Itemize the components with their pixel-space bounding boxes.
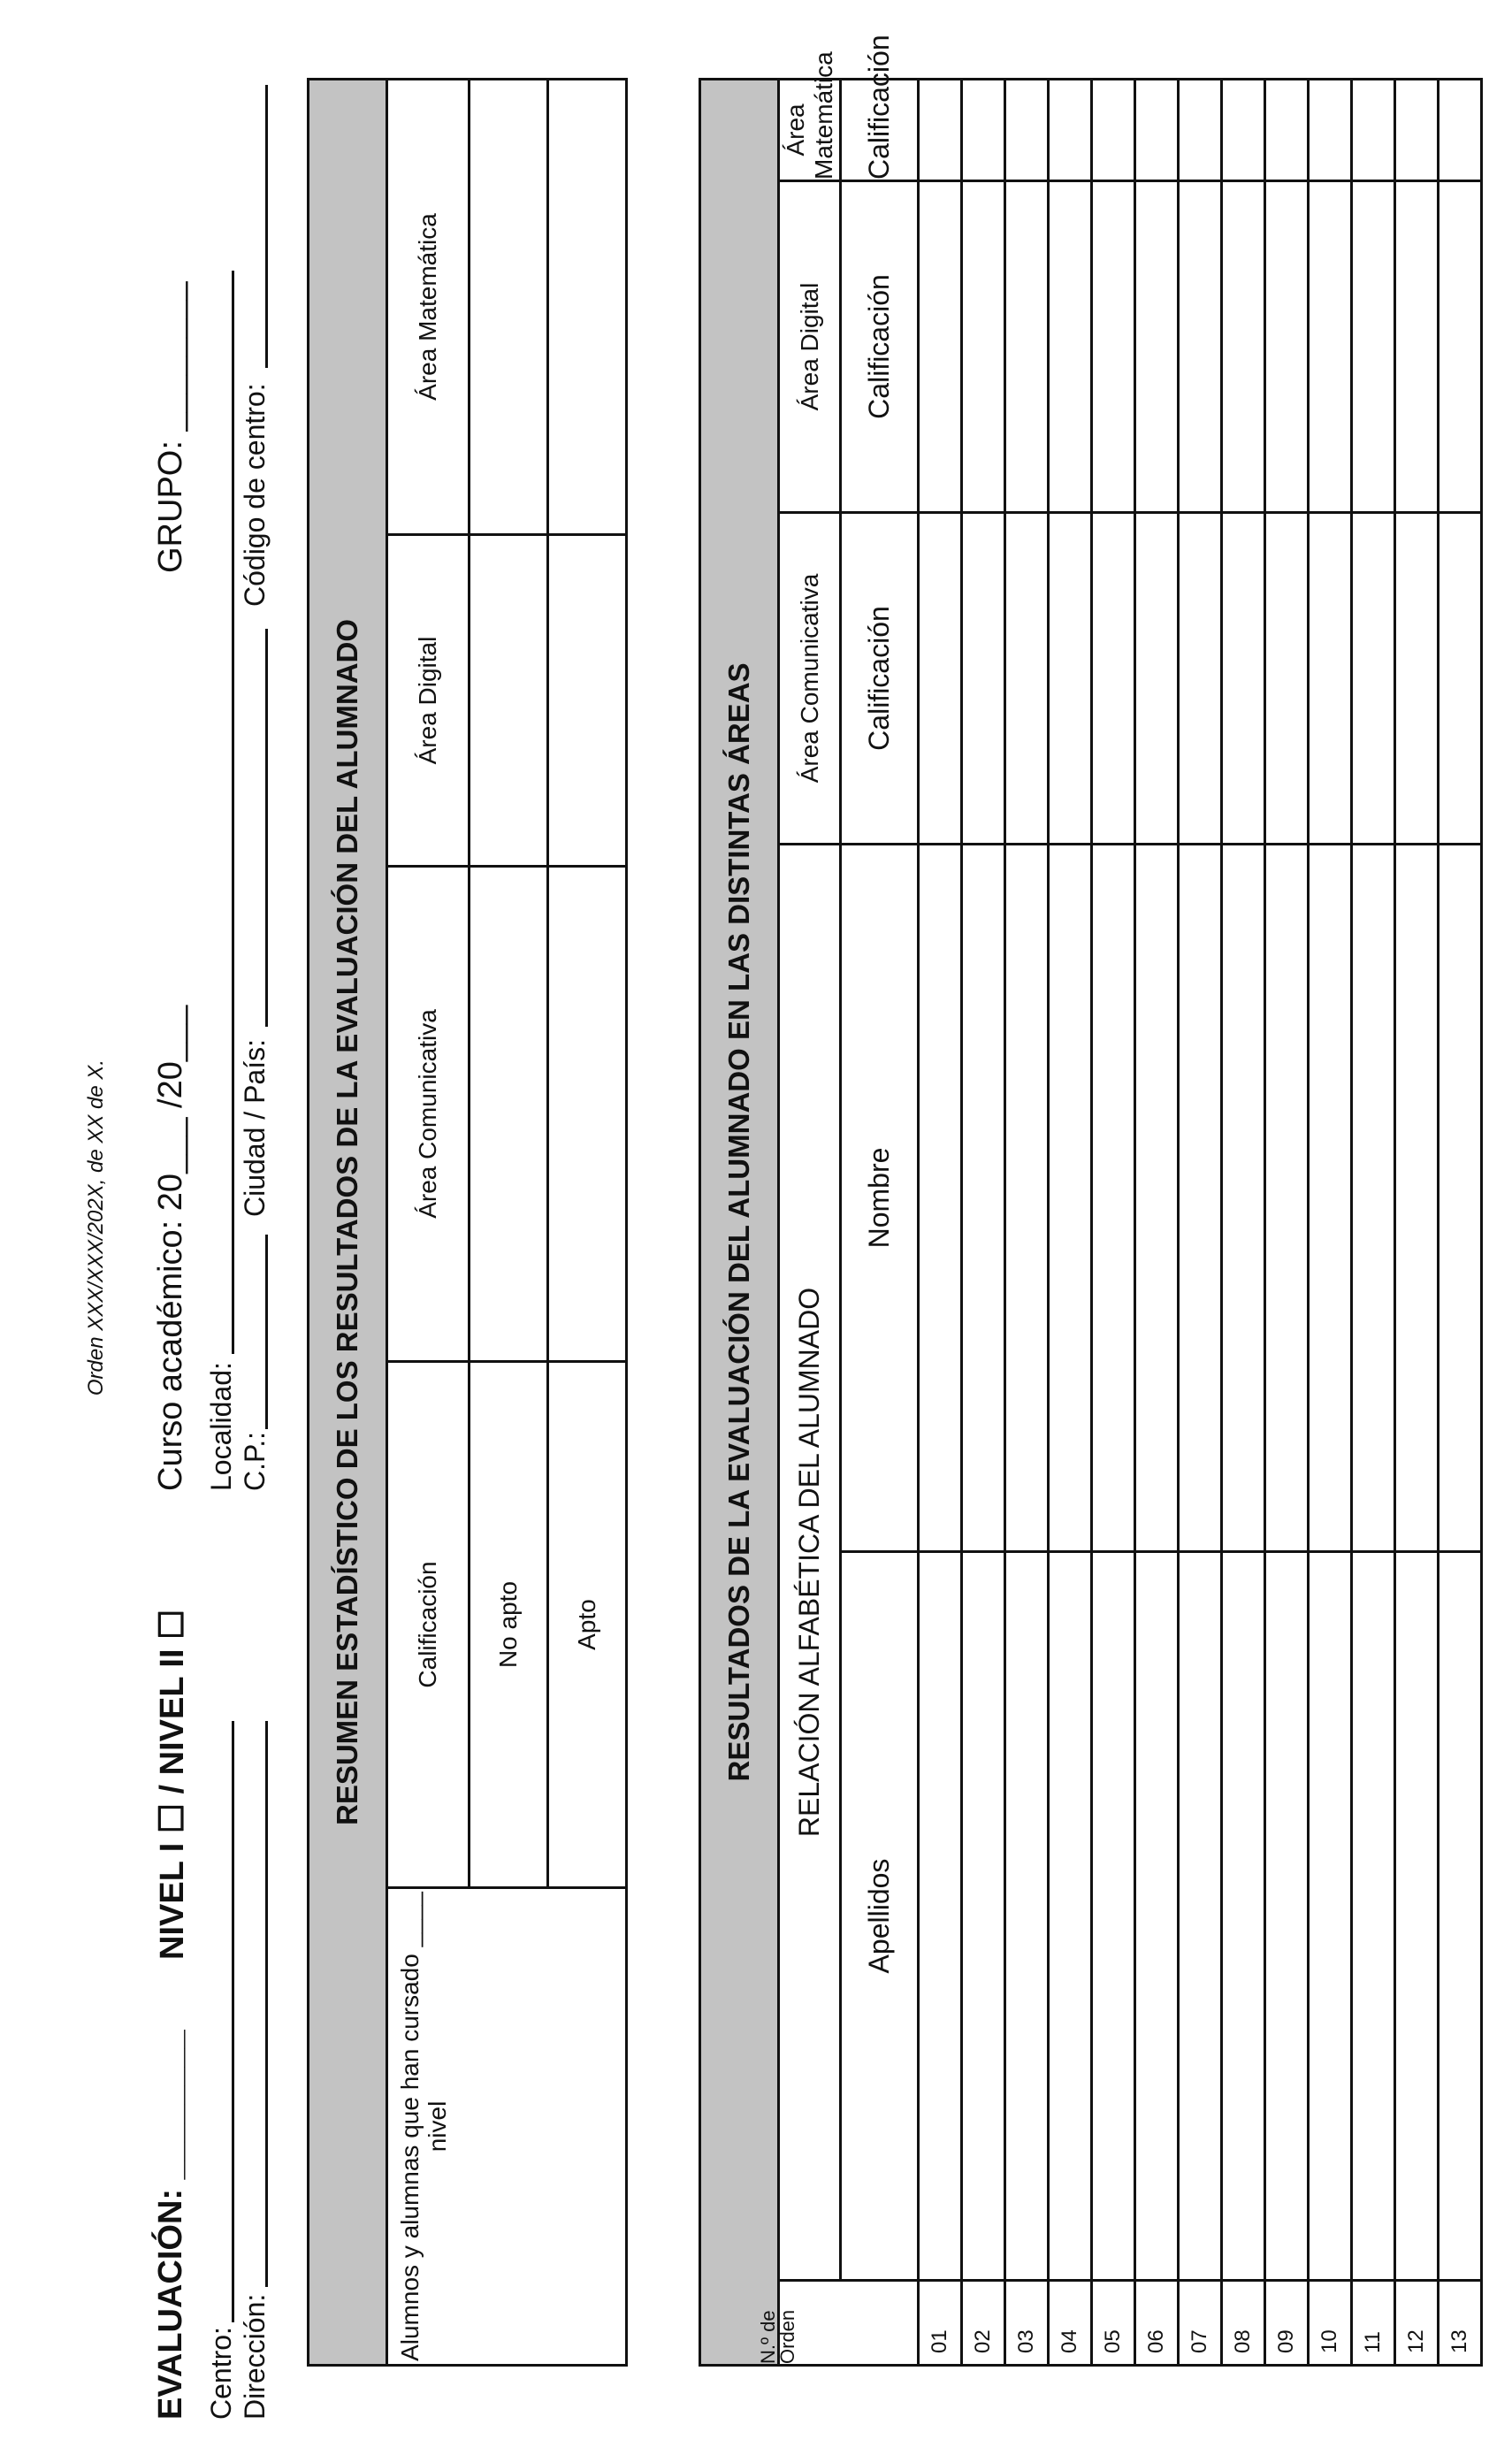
matematica-cell[interactable] [1222, 79, 1265, 180]
row-number: 09 [1265, 2281, 1309, 2366]
nombre-cell[interactable] [962, 845, 1005, 1552]
summary-cell[interactable] [470, 867, 548, 1362]
matematica-cell[interactable] [1352, 79, 1395, 180]
summary-calificacion-header: Calificación [387, 1362, 470, 1888]
relacion-alfabetica-header: RELACIÓN ALFABÉTICA DEL ALUMNADO [779, 845, 841, 2281]
apellidos-cell[interactable] [962, 1552, 1005, 2281]
comunicativa-cell[interactable] [1309, 513, 1352, 845]
summary-cell[interactable] [548, 867, 627, 1362]
summary-cell[interactable] [470, 535, 548, 867]
digital-cell[interactable] [1179, 181, 1222, 513]
summary-cell[interactable] [548, 535, 627, 867]
digital-cell[interactable] [1352, 181, 1395, 513]
comunicativa-cell[interactable] [1092, 513, 1135, 845]
direccion-field-line [265, 1721, 268, 2287]
summary-area-matematica: Área Matemática [387, 79, 470, 534]
row-number: 06 [1135, 2281, 1179, 2366]
digital-cell[interactable] [1265, 181, 1309, 513]
comunicativa-cell[interactable] [919, 513, 962, 845]
matematica-cell[interactable] [1395, 79, 1439, 180]
matematica-cell[interactable] [1005, 79, 1049, 180]
nombre-cell[interactable] [1439, 845, 1482, 1552]
apellidos-cell[interactable] [1309, 1552, 1352, 2281]
digital-cell[interactable] [1005, 181, 1049, 513]
results-rows [919, 79, 1482, 2365]
table-row [962, 79, 1005, 2365]
apellidos-cell[interactable] [1049, 1552, 1092, 2281]
table-row [1135, 79, 1179, 2365]
table-row [1049, 79, 1092, 2365]
comunicativa-cell[interactable] [1005, 513, 1049, 845]
matematica-cell[interactable] [1265, 79, 1309, 180]
results-table [699, 34, 1483, 2367]
calificacion-header-matematica: Calificación [841, 79, 919, 180]
cp-label: C.P.: [239, 1432, 271, 1491]
summary-area-digital: Área Digital [387, 535, 470, 867]
apellidos-cell[interactable] [1092, 1552, 1135, 2281]
comunicativa-cell[interactable] [1265, 513, 1309, 845]
comunicativa-cell[interactable] [962, 513, 1005, 845]
row-number: 12 [1395, 2281, 1439, 2366]
table-row [919, 79, 962, 2365]
matematica-cell[interactable] [1135, 79, 1179, 180]
results-title: RESULTADOS DE LA EVALUACIÓN DEL ALUMNADO EN LAS DISTINTAS ÁREAS [700, 79, 779, 2365]
table-row [1005, 79, 1049, 2365]
row-number: 01 [919, 2281, 962, 2366]
digital-cell[interactable] [1309, 181, 1352, 513]
row-number: 07 [1179, 2281, 1222, 2366]
cp-field-line [265, 1235, 268, 1429]
summary-title: RESUMEN ESTADÍSTICO DE LOS RESULTADOS DE LA EVALUACIÓN DEL ALUMNADO [309, 79, 387, 2365]
table-row [1352, 79, 1395, 2365]
digital-cell[interactable] [919, 181, 962, 513]
table-row [1179, 79, 1222, 2365]
orden-header-spacer [779, 2281, 919, 2366]
row-number: 11 [1352, 2281, 1395, 2366]
summary-area-comunicativa: Área Comunicativa [387, 867, 470, 1362]
summary-grade-no-apto: No apto [470, 1362, 548, 1888]
nombre-cell[interactable] [1265, 845, 1309, 1552]
row-number: 05 [1092, 2281, 1135, 2366]
matematica-cell[interactable] [1049, 79, 1092, 180]
matematica-cell[interactable] [1092, 79, 1135, 180]
grupo-label: GRUPO: ________ [152, 281, 189, 573]
results-area-digital: Área Digital [779, 181, 841, 513]
apellidos-cell[interactable] [1439, 1552, 1482, 2281]
table-row [1222, 79, 1265, 2365]
table-row [1092, 79, 1135, 2365]
comunicativa-cell[interactable] [1135, 513, 1179, 845]
calificacion-header-digital: Calificación [841, 181, 919, 513]
row-number: 03 [1005, 2281, 1049, 2366]
comunicativa-cell[interactable] [1439, 513, 1482, 845]
direccion-label: Dirección: [239, 2293, 271, 2420]
matematica-cell[interactable] [1179, 79, 1222, 180]
matematica-cell[interactable] [1309, 79, 1352, 180]
nombre-cell[interactable] [1222, 845, 1265, 1552]
row-number: 13 [1439, 2281, 1482, 2366]
calificacion-header-comunicativa: Calificación [841, 513, 919, 845]
digital-cell[interactable] [1092, 181, 1135, 513]
summary-cell[interactable] [548, 79, 627, 534]
localidad-field-line [232, 271, 234, 1354]
evaluacion-label: EVALUACIÓN: ________ [152, 2030, 189, 2420]
results-area-matematica: Área Matemática [779, 79, 841, 180]
matematica-cell[interactable] [919, 79, 962, 180]
centro-field-line [232, 1721, 234, 2322]
digital-cell[interactable] [1395, 181, 1439, 513]
order-reference: Orden XXX/XXX/202X, de XX de X. [84, 1059, 108, 1396]
codigo-centro-label: Código de centro: [239, 383, 271, 607]
nombre-cell[interactable] [1135, 845, 1179, 1552]
comunicativa-cell[interactable] [1352, 513, 1395, 845]
row-number: 02 [962, 2281, 1005, 2366]
apellidos-header: Apellidos [841, 1552, 919, 2281]
row-number: 08 [1222, 2281, 1265, 2366]
digital-cell[interactable] [1222, 181, 1265, 513]
matematica-cell[interactable] [1439, 79, 1482, 180]
nombre-cell[interactable] [1309, 845, 1352, 1552]
ciudad-label: Ciudad / País: [239, 1039, 271, 1217]
summary-table [307, 78, 628, 2367]
nivel-checkboxes: NIVEL I ☐ / NIVEL II ☐ [154, 1609, 191, 1960]
apellidos-cell[interactable] [1005, 1552, 1049, 2281]
nombre-cell[interactable] [1092, 845, 1135, 1552]
nombre-cell[interactable] [1352, 845, 1395, 1552]
localidad-label: Localidad: [205, 1362, 237, 1491]
apellidos-cell[interactable] [1352, 1552, 1395, 2281]
summary-row-label: Alumnos y alumnas que han cursado ____ nivel [387, 1888, 627, 2366]
nombre-header: Nombre [841, 845, 919, 1552]
apellidos-cell[interactable] [1265, 1552, 1309, 2281]
apellidos-cell[interactable] [919, 1552, 962, 2281]
digital-cell[interactable] [1439, 181, 1482, 513]
apellidos-cell[interactable] [1179, 1552, 1222, 2281]
centro-label: Centro: [205, 2327, 237, 2420]
table-row [1309, 79, 1352, 2365]
nombre-cell[interactable] [1395, 845, 1439, 1552]
digital-cell[interactable] [1049, 181, 1092, 513]
ciudad-field-line [265, 629, 268, 1027]
row-number: 04 [1049, 2281, 1092, 2366]
apellidos-cell[interactable] [1222, 1552, 1265, 2281]
matematica-cell[interactable] [962, 79, 1005, 180]
comunicativa-cell[interactable] [1049, 513, 1092, 845]
comunicativa-cell[interactable] [1179, 513, 1222, 845]
nombre-cell[interactable] [919, 845, 962, 1552]
apellidos-cell[interactable] [1395, 1552, 1439, 2281]
curso-academico: Curso académico: 20___ /20___ [152, 1005, 189, 1491]
orden-header: N.º de Orden [757, 2309, 798, 2364]
row-number: 10 [1309, 2281, 1352, 2366]
nombre-cell[interactable] [1049, 845, 1092, 1552]
digital-cell[interactable] [1135, 181, 1179, 513]
summary-grade-apto: Apto [548, 1362, 627, 1888]
table-row [1439, 79, 1482, 2365]
summary-cell[interactable] [470, 79, 548, 534]
comunicativa-cell[interactable] [1395, 513, 1439, 845]
nombre-cell[interactable] [1179, 845, 1222, 1552]
codigo-centro-field-line [265, 85, 268, 368]
nombre-cell[interactable] [1005, 845, 1049, 1552]
results-area-comunicativa: Área Comunicativa [779, 513, 841, 845]
apellidos-cell[interactable] [1135, 1552, 1179, 2281]
table-row [1265, 79, 1309, 2365]
table-row [1395, 79, 1439, 2365]
digital-cell[interactable] [962, 181, 1005, 513]
comunicativa-cell[interactable] [1222, 513, 1265, 845]
